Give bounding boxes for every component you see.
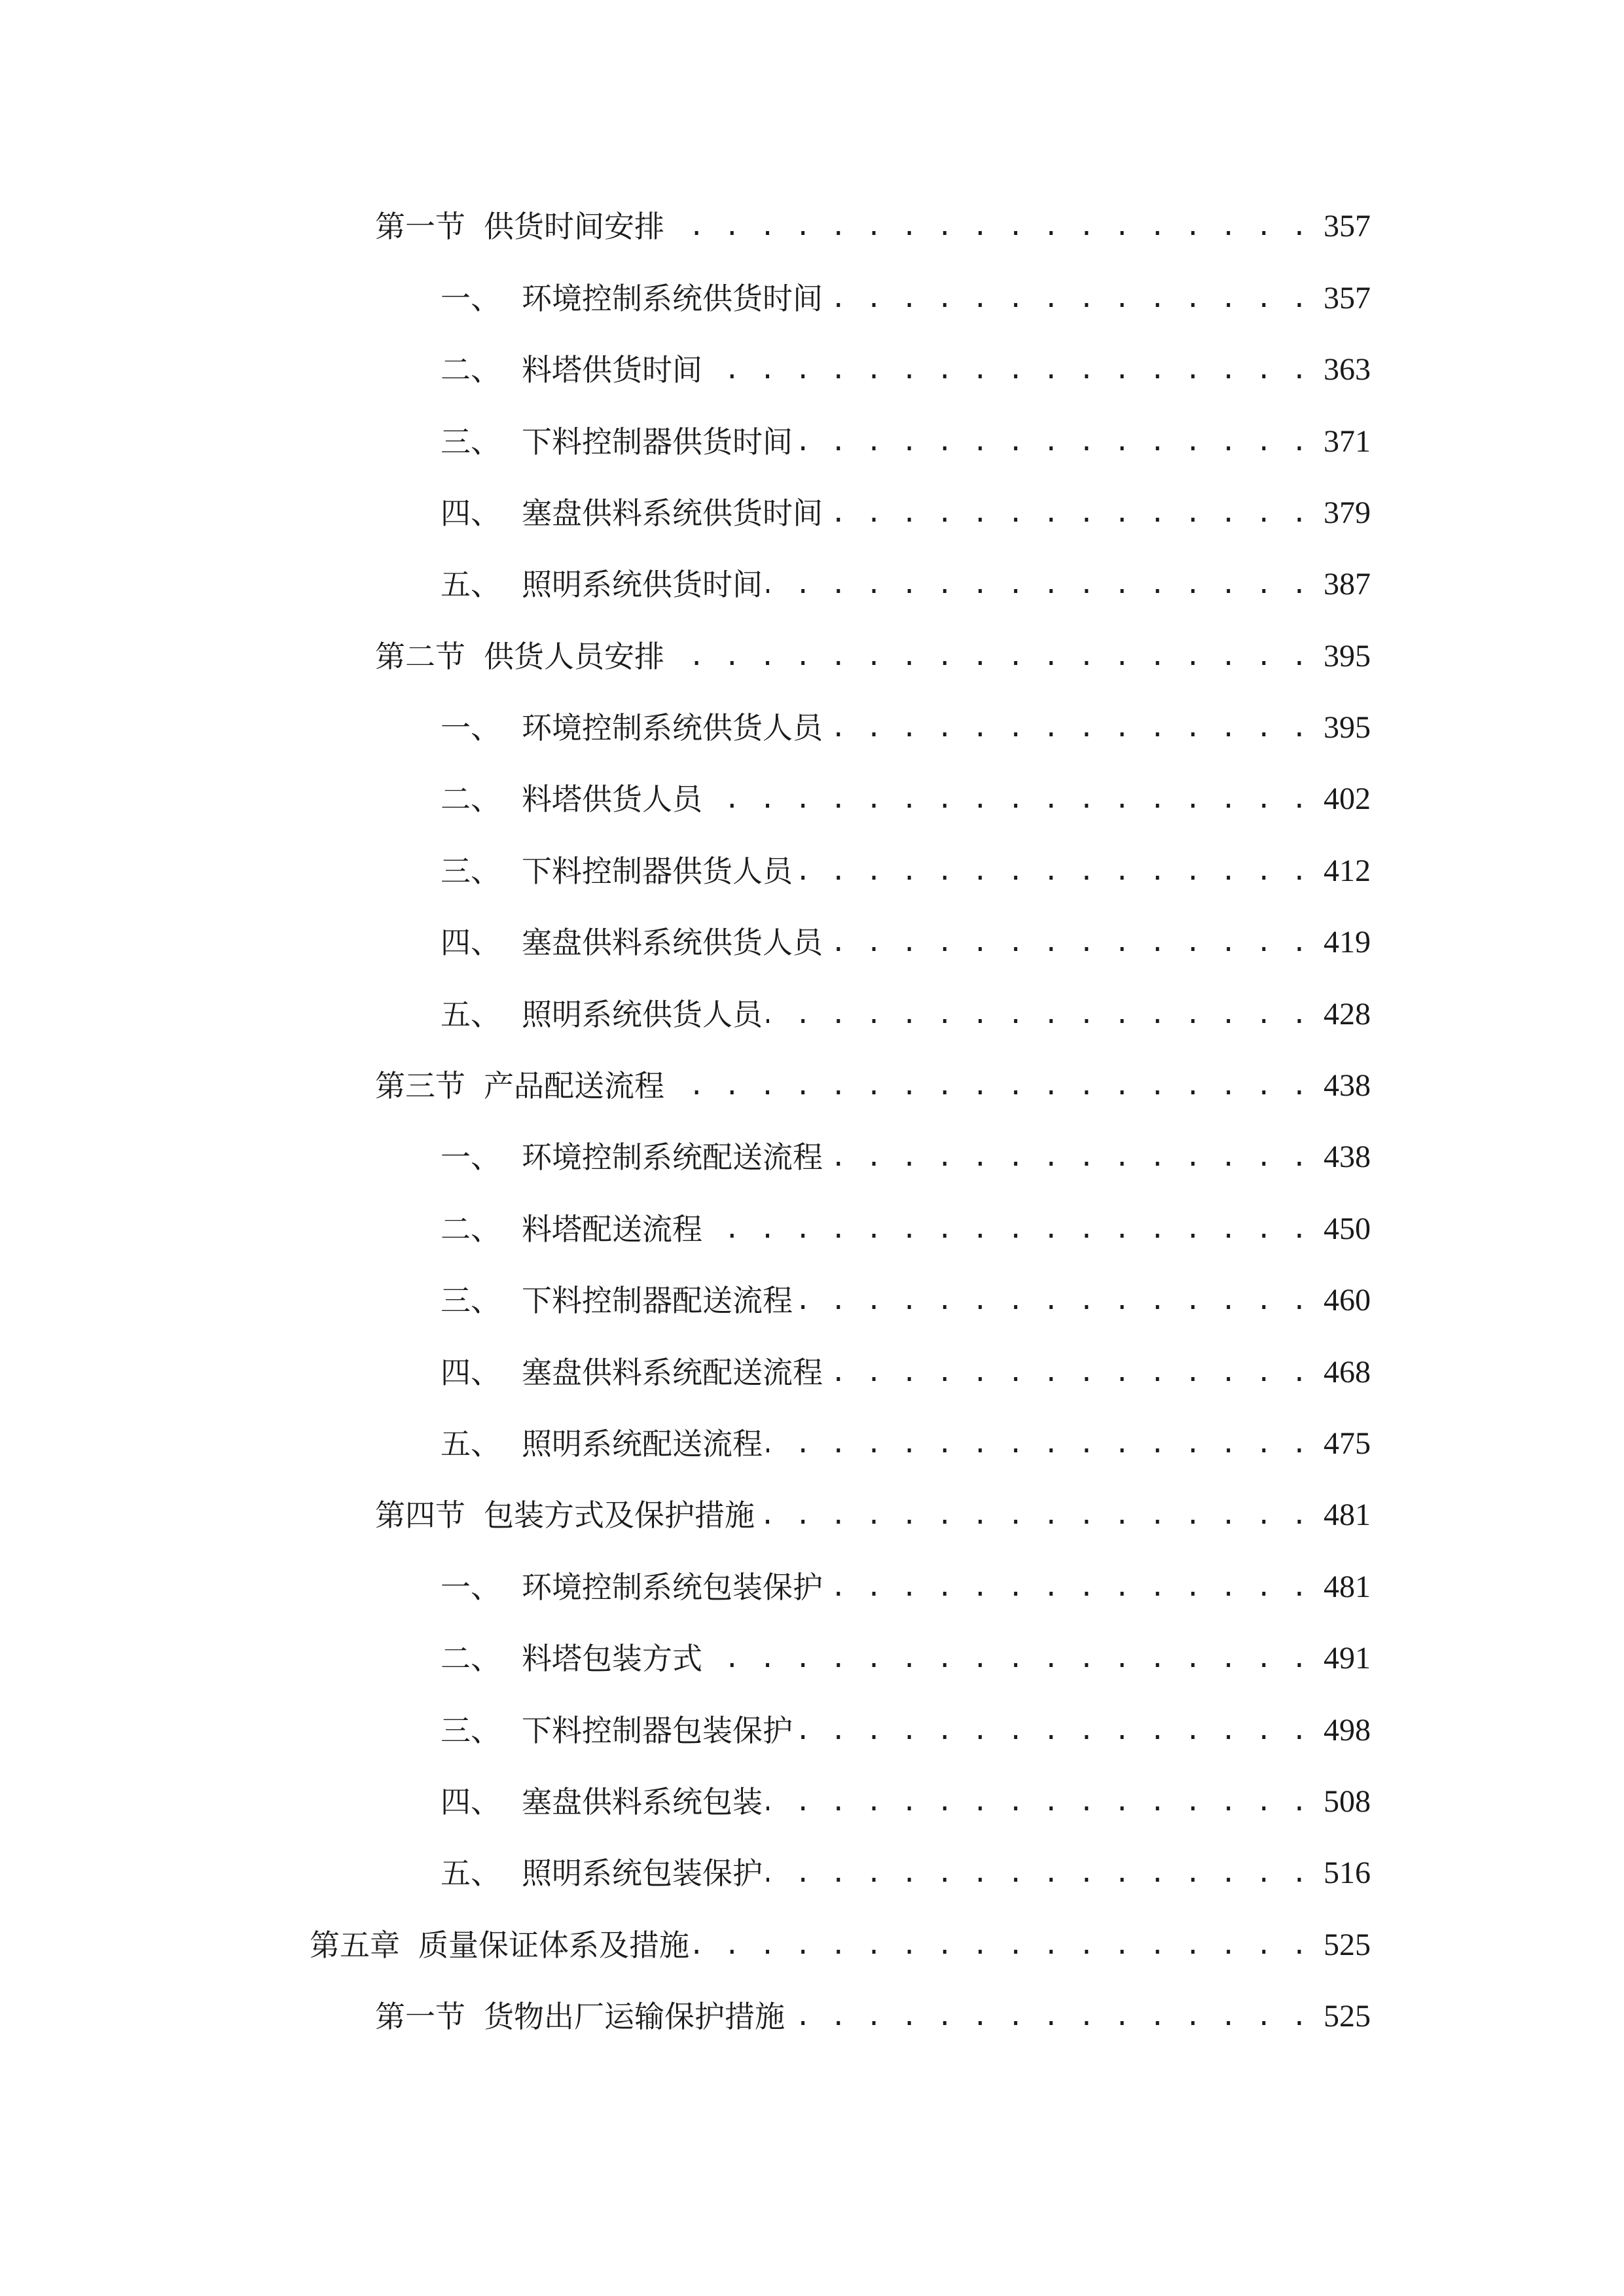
toc-entry-title: 供货人员安排 <box>484 639 664 674</box>
toc-entry-title: 照明系统配送流程 <box>522 1426 763 1462</box>
toc-entry-title: 塞盘供料系统供货时间 <box>522 495 823 531</box>
toc-entry-title: 质量保证体系及措施 <box>418 1928 689 1963</box>
toc-entry-title: 货物出厂运输保护措施 <box>484 1999 785 2034</box>
toc-entry[interactable] <box>441 1776 1371 1828</box>
toc-entry-page: 412 <box>1324 853 1371 888</box>
toc-entry-title: 塞盘供料系统包装 <box>522 1784 763 1820</box>
toc-entry-number: 三、 <box>441 853 501 889</box>
dot-leader <box>767 558 1309 611</box>
toc-entry[interactable] <box>441 1418 1371 1470</box>
toc-entry-page: 428 <box>1324 997 1371 1031</box>
toc-entry[interactable] <box>441 1632 1371 1685</box>
toc-entry-number: 五、 <box>441 1856 501 1891</box>
toc-entry-page: 438 <box>1324 1068 1371 1103</box>
toc-entry-number: 三、 <box>441 424 501 459</box>
toc-entry-page: 395 <box>1324 639 1371 673</box>
toc-entry-page: 525 <box>1324 1928 1371 1962</box>
toc-entry-number: 第二节 <box>375 639 465 674</box>
dot-leader <box>797 416 1309 468</box>
toc-entry-page: 363 <box>1324 352 1371 387</box>
toc-entry-page: 371 <box>1324 424 1371 459</box>
toc-entry-page: 508 <box>1324 1784 1371 1819</box>
toc-entry[interactable] <box>441 272 1371 325</box>
toc-entry-page: 357 <box>1324 209 1371 243</box>
dot-leader <box>668 200 1309 253</box>
toc-entry[interactable] <box>375 1060 1371 1112</box>
toc-entry-title: 供货时间安排 <box>484 209 664 244</box>
toc-entry-title: 环境控制系统配送流程 <box>522 1139 823 1175</box>
dot-leader <box>827 702 1309 754</box>
dot-leader <box>668 1060 1309 1112</box>
toc-entry-title: 照明系统供货时间 <box>522 567 763 602</box>
toc-entry-title: 料塔包装方式 <box>522 1641 702 1676</box>
toc-entry-page: 481 <box>1324 1570 1371 1604</box>
toc-entry-number: 一、 <box>441 281 501 316</box>
toc-entry[interactable] <box>441 416 1371 468</box>
toc-entry-page: 357 <box>1324 281 1371 315</box>
toc-entry-page: 498 <box>1324 1713 1371 1748</box>
toc-entry-number: 第一节 <box>375 209 465 244</box>
toc-entry[interactable] <box>441 1561 1371 1613</box>
toc-entry-page: 419 <box>1324 925 1371 960</box>
toc-entry[interactable] <box>441 1131 1371 1183</box>
toc-entry[interactable] <box>441 344 1371 396</box>
dot-leader <box>797 1704 1309 1757</box>
dot-leader <box>767 1418 1309 1470</box>
toc-entry[interactable] <box>375 1990 1371 2043</box>
toc-entry-number: 一、 <box>441 710 501 745</box>
toc-entry-page: 379 <box>1324 495 1371 530</box>
toc-entry-page: 387 <box>1324 567 1371 601</box>
dot-leader <box>668 630 1309 683</box>
toc-entry-number: 第五章 <box>310 1928 400 1963</box>
dot-leader <box>827 272 1309 325</box>
dot-leader <box>827 916 1309 969</box>
toc-entry-number: 第一节 <box>375 1999 465 2034</box>
toc-entry[interactable] <box>441 1274 1371 1327</box>
dot-leader <box>706 1632 1309 1685</box>
toc-entry-title: 环境控制系统供货人员 <box>522 710 823 745</box>
toc-entry-title: 产品配送流程 <box>484 1068 664 1103</box>
toc-entry[interactable] <box>441 773 1371 825</box>
toc-entry-number: 五、 <box>441 1426 501 1462</box>
dot-leader <box>767 1776 1309 1828</box>
dot-leader <box>759 1489 1309 1541</box>
toc-entry[interactable] <box>375 1489 1371 1541</box>
toc-entry[interactable] <box>441 1346 1371 1399</box>
toc-entry-page: 491 <box>1324 1641 1371 1676</box>
toc-entry[interactable] <box>375 200 1371 253</box>
toc-entry-number: 三、 <box>441 1283 501 1318</box>
toc-entry-title: 包装方式及保护措施 <box>484 1498 755 1533</box>
toc-entry-title: 料塔供货时间 <box>522 352 702 387</box>
toc-entry-title: 照明系统包装保护 <box>522 1856 763 1891</box>
toc-entry-title: 下料控制器包装保护 <box>522 1713 793 1748</box>
dot-leader <box>797 845 1309 897</box>
toc-entry[interactable] <box>441 988 1371 1041</box>
dot-leader <box>706 1203 1309 1255</box>
toc-entry-title: 下料控制器供货时间 <box>522 424 793 459</box>
toc-entry[interactable] <box>441 1847 1371 1899</box>
toc-entry-number: 二、 <box>441 781 501 817</box>
toc-entry-page: 460 <box>1324 1283 1371 1318</box>
dot-leader <box>827 1346 1309 1399</box>
toc-entry-number: 第三节 <box>375 1068 465 1103</box>
toc-entry-page: 481 <box>1324 1498 1371 1532</box>
dot-leader <box>767 1847 1309 1899</box>
toc-entry[interactable] <box>441 916 1371 969</box>
dot-leader <box>797 1274 1309 1327</box>
toc-entry-number: 一、 <box>441 1139 501 1175</box>
dot-leader <box>767 988 1309 1041</box>
dot-leader <box>706 344 1309 396</box>
dot-leader <box>693 1919 1309 1971</box>
toc-entry-number: 第四节 <box>375 1498 465 1533</box>
toc-entry-title: 塞盘供料系统供货人员 <box>522 925 823 960</box>
toc-entry-number: 五、 <box>441 567 501 602</box>
toc-entry-page: 438 <box>1324 1139 1371 1174</box>
toc-entry[interactable] <box>441 487 1371 539</box>
toc-entry-page: 468 <box>1324 1355 1371 1390</box>
toc-entry[interactable] <box>441 702 1371 754</box>
toc-entry-number: 三、 <box>441 1713 501 1748</box>
toc-entry-page: 450 <box>1324 1211 1371 1246</box>
toc-entry-title: 照明系统供货人员 <box>522 997 763 1032</box>
toc-entry-number: 五、 <box>441 997 501 1032</box>
toc-entry[interactable] <box>441 558 1371 611</box>
toc-entry-title: 塞盘供料系统配送流程 <box>522 1355 823 1390</box>
toc-entry-number: 二、 <box>441 352 501 387</box>
toc-entry-page: 516 <box>1324 1856 1371 1890</box>
dot-leader <box>789 1990 1309 2043</box>
dot-leader <box>706 773 1309 825</box>
toc-entry[interactable] <box>441 1203 1371 1255</box>
toc-entry-number: 四、 <box>441 925 501 960</box>
toc-entry-title: 环境控制系统供货时间 <box>522 281 823 316</box>
toc-entry[interactable] <box>441 845 1371 897</box>
toc-entry-title: 料塔供货人员 <box>522 781 702 817</box>
toc-entry-title: 下料控制器配送流程 <box>522 1283 793 1318</box>
dot-leader <box>827 1131 1309 1183</box>
toc-entry-title: 下料控制器供货人员 <box>522 853 793 889</box>
toc-entry[interactable] <box>441 1704 1371 1757</box>
toc-entry-page: 402 <box>1324 781 1371 816</box>
toc-entry-title: 料塔配送流程 <box>522 1211 702 1247</box>
toc-entry-page: 525 <box>1324 1999 1371 2034</box>
toc-entry-number: 二、 <box>441 1641 501 1676</box>
toc-entry-page: 395 <box>1324 710 1371 745</box>
toc-entry-title: 环境控制系统包装保护 <box>522 1570 823 1605</box>
toc-entry-number: 四、 <box>441 1355 501 1390</box>
toc-entry[interactable] <box>375 630 1371 683</box>
toc-entry-number: 四、 <box>441 1784 501 1820</box>
toc-entry-number: 四、 <box>441 495 501 531</box>
dot-leader <box>827 487 1309 539</box>
dot-leader <box>827 1561 1309 1613</box>
toc-entry[interactable] <box>310 1919 1371 1971</box>
toc-entry-number: 二、 <box>441 1211 501 1247</box>
toc-entry-number: 一、 <box>441 1570 501 1605</box>
toc-entry-page: 475 <box>1324 1426 1371 1461</box>
